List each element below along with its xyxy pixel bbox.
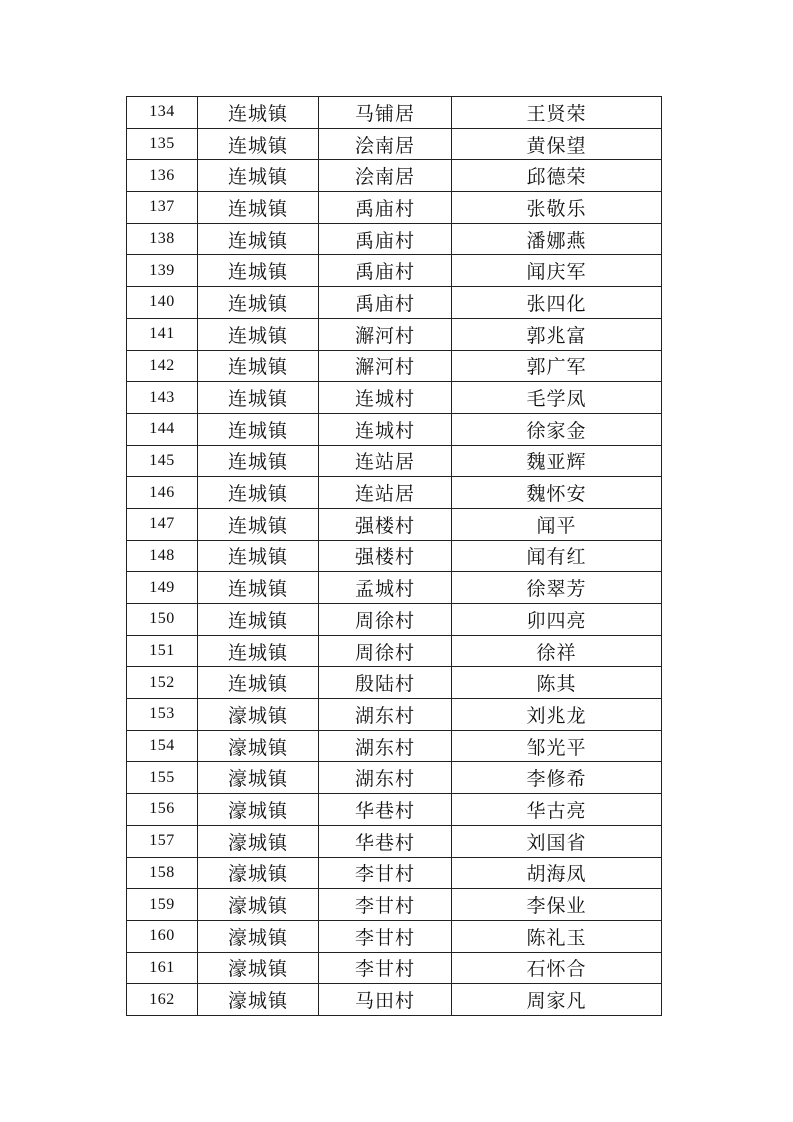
person-name-cell: 邱德荣 bbox=[452, 160, 662, 192]
town-cell: 濠城镇 bbox=[198, 762, 319, 794]
row-number-cell: 160 bbox=[127, 920, 198, 952]
row-number-cell: 154 bbox=[127, 730, 198, 762]
town-cell: 连城镇 bbox=[198, 382, 319, 414]
town-cell: 连城镇 bbox=[198, 287, 319, 319]
village-cell: 浍南居 bbox=[319, 128, 452, 160]
table-row bbox=[127, 445, 662, 477]
table-row bbox=[127, 97, 662, 129]
town-cell: 连城镇 bbox=[198, 350, 319, 382]
table-row bbox=[127, 128, 662, 160]
table-row bbox=[127, 825, 662, 857]
person-name-cell: 刘国省 bbox=[452, 825, 662, 857]
town-cell: 连城镇 bbox=[198, 667, 319, 699]
person-name-cell: 李修希 bbox=[452, 762, 662, 794]
person-name-cell: 黄保望 bbox=[452, 128, 662, 160]
person-name-cell: 魏怀安 bbox=[452, 477, 662, 509]
person-name-cell: 陈礼玉 bbox=[452, 920, 662, 952]
table-row bbox=[127, 984, 662, 1016]
row-number-cell: 143 bbox=[127, 382, 198, 414]
town-cell: 濠城镇 bbox=[198, 984, 319, 1016]
table-row bbox=[127, 223, 662, 255]
row-number-cell: 141 bbox=[127, 318, 198, 350]
table-row bbox=[127, 477, 662, 509]
town-cell: 连城镇 bbox=[198, 604, 319, 636]
village-cell: 连城村 bbox=[319, 382, 452, 414]
town-cell: 连城镇 bbox=[198, 223, 319, 255]
town-cell: 连城镇 bbox=[198, 540, 319, 572]
table-row bbox=[127, 350, 662, 382]
document-page bbox=[126, 96, 661, 1016]
town-cell: 濠城镇 bbox=[198, 730, 319, 762]
village-cell: 湖东村 bbox=[319, 699, 452, 731]
table-row bbox=[127, 287, 662, 319]
town-cell: 濠城镇 bbox=[198, 889, 319, 921]
town-cell: 连城镇 bbox=[198, 445, 319, 477]
village-cell: 连城村 bbox=[319, 413, 452, 445]
person-name-cell: 潘娜燕 bbox=[452, 223, 662, 255]
person-name-cell: 郭广军 bbox=[452, 350, 662, 382]
table-row bbox=[127, 952, 662, 984]
row-number-cell: 144 bbox=[127, 413, 198, 445]
town-cell: 濠城镇 bbox=[198, 920, 319, 952]
person-name-cell: 李保业 bbox=[452, 889, 662, 921]
village-cell: 湖东村 bbox=[319, 762, 452, 794]
person-name-cell: 华古亮 bbox=[452, 794, 662, 826]
person-name-cell: 闻平 bbox=[452, 508, 662, 540]
town-cell: 连城镇 bbox=[198, 128, 319, 160]
village-cell: 孟城村 bbox=[319, 572, 452, 604]
table-row bbox=[127, 160, 662, 192]
town-cell: 濠城镇 bbox=[198, 952, 319, 984]
table-row bbox=[127, 192, 662, 224]
village-cell: 马田村 bbox=[319, 984, 452, 1016]
village-cell: 华巷村 bbox=[319, 825, 452, 857]
row-number-cell: 149 bbox=[127, 572, 198, 604]
table-row bbox=[127, 382, 662, 414]
row-number-cell: 150 bbox=[127, 604, 198, 636]
village-cell: 华巷村 bbox=[319, 794, 452, 826]
table-row bbox=[127, 572, 662, 604]
row-number-cell: 139 bbox=[127, 255, 198, 287]
village-cell: 李甘村 bbox=[319, 952, 452, 984]
table-row bbox=[127, 540, 662, 572]
town-cell: 连城镇 bbox=[198, 635, 319, 667]
table-row bbox=[127, 318, 662, 350]
row-number-cell: 152 bbox=[127, 667, 198, 699]
village-cell: 马铺居 bbox=[319, 97, 452, 129]
row-number-cell: 159 bbox=[127, 889, 198, 921]
village-cell: 澥河村 bbox=[319, 318, 452, 350]
village-cell: 李甘村 bbox=[319, 920, 452, 952]
person-name-cell: 徐家金 bbox=[452, 413, 662, 445]
row-number-cell: 135 bbox=[127, 128, 198, 160]
row-number-cell: 157 bbox=[127, 825, 198, 857]
row-number-cell: 146 bbox=[127, 477, 198, 509]
town-cell: 濠城镇 bbox=[198, 794, 319, 826]
row-number-cell: 136 bbox=[127, 160, 198, 192]
row-number-cell: 153 bbox=[127, 699, 198, 731]
row-number-cell: 162 bbox=[127, 984, 198, 1016]
person-name-cell: 胡海凤 bbox=[452, 857, 662, 889]
person-name-cell: 张四化 bbox=[452, 287, 662, 319]
table-row bbox=[127, 762, 662, 794]
table-row bbox=[127, 255, 662, 287]
village-cell: 禹庙村 bbox=[319, 192, 452, 224]
person-name-cell: 徐翠芳 bbox=[452, 572, 662, 604]
table-row bbox=[127, 699, 662, 731]
village-cell: 周徐村 bbox=[319, 635, 452, 667]
table-row bbox=[127, 635, 662, 667]
roster-table bbox=[126, 96, 662, 1016]
table-row bbox=[127, 413, 662, 445]
person-name-cell: 陈其 bbox=[452, 667, 662, 699]
table-row bbox=[127, 604, 662, 636]
village-cell: 强楼村 bbox=[319, 508, 452, 540]
row-number-cell: 137 bbox=[127, 192, 198, 224]
village-cell: 李甘村 bbox=[319, 889, 452, 921]
village-cell: 禹庙村 bbox=[319, 287, 452, 319]
row-number-cell: 147 bbox=[127, 508, 198, 540]
row-number-cell: 134 bbox=[127, 97, 198, 129]
town-cell: 连城镇 bbox=[198, 192, 319, 224]
village-cell: 李甘村 bbox=[319, 857, 452, 889]
town-cell: 连城镇 bbox=[198, 97, 319, 129]
row-number-cell: 158 bbox=[127, 857, 198, 889]
table-row bbox=[127, 920, 662, 952]
person-name-cell: 周家凡 bbox=[452, 984, 662, 1016]
person-name-cell: 张敬乐 bbox=[452, 192, 662, 224]
person-name-cell: 毛学凤 bbox=[452, 382, 662, 414]
town-cell: 连城镇 bbox=[198, 255, 319, 287]
town-cell: 濠城镇 bbox=[198, 857, 319, 889]
person-name-cell: 邹光平 bbox=[452, 730, 662, 762]
town-cell: 濠城镇 bbox=[198, 699, 319, 731]
person-name-cell: 卯四亮 bbox=[452, 604, 662, 636]
roster-table-body bbox=[127, 97, 662, 1016]
row-number-cell: 155 bbox=[127, 762, 198, 794]
row-number-cell: 145 bbox=[127, 445, 198, 477]
village-cell: 连站居 bbox=[319, 477, 452, 509]
table-row bbox=[127, 667, 662, 699]
person-name-cell: 闻有红 bbox=[452, 540, 662, 572]
person-name-cell: 闻庆军 bbox=[452, 255, 662, 287]
row-number-cell: 161 bbox=[127, 952, 198, 984]
village-cell: 禹庙村 bbox=[319, 255, 452, 287]
town-cell: 连城镇 bbox=[198, 477, 319, 509]
person-name-cell: 魏亚辉 bbox=[452, 445, 662, 477]
village-cell: 周徐村 bbox=[319, 604, 452, 636]
town-cell: 连城镇 bbox=[198, 508, 319, 540]
table-row bbox=[127, 857, 662, 889]
town-cell: 连城镇 bbox=[198, 318, 319, 350]
row-number-cell: 140 bbox=[127, 287, 198, 319]
village-cell: 浍南居 bbox=[319, 160, 452, 192]
town-cell: 濠城镇 bbox=[198, 825, 319, 857]
town-cell: 连城镇 bbox=[198, 572, 319, 604]
person-name-cell: 刘兆龙 bbox=[452, 699, 662, 731]
row-number-cell: 142 bbox=[127, 350, 198, 382]
person-name-cell: 徐祥 bbox=[452, 635, 662, 667]
town-cell: 连城镇 bbox=[198, 160, 319, 192]
row-number-cell: 156 bbox=[127, 794, 198, 826]
village-cell: 澥河村 bbox=[319, 350, 452, 382]
person-name-cell: 石怀合 bbox=[452, 952, 662, 984]
person-name-cell: 王贤荣 bbox=[452, 97, 662, 129]
row-number-cell: 151 bbox=[127, 635, 198, 667]
person-name-cell: 郭兆富 bbox=[452, 318, 662, 350]
village-cell: 殷陆村 bbox=[319, 667, 452, 699]
village-cell: 强楼村 bbox=[319, 540, 452, 572]
town-cell: 连城镇 bbox=[198, 413, 319, 445]
village-cell: 湖东村 bbox=[319, 730, 452, 762]
table-row bbox=[127, 889, 662, 921]
village-cell: 禹庙村 bbox=[319, 223, 452, 255]
table-row bbox=[127, 730, 662, 762]
table-row bbox=[127, 794, 662, 826]
table-row bbox=[127, 508, 662, 540]
row-number-cell: 138 bbox=[127, 223, 198, 255]
row-number-cell: 148 bbox=[127, 540, 198, 572]
village-cell: 连站居 bbox=[319, 445, 452, 477]
